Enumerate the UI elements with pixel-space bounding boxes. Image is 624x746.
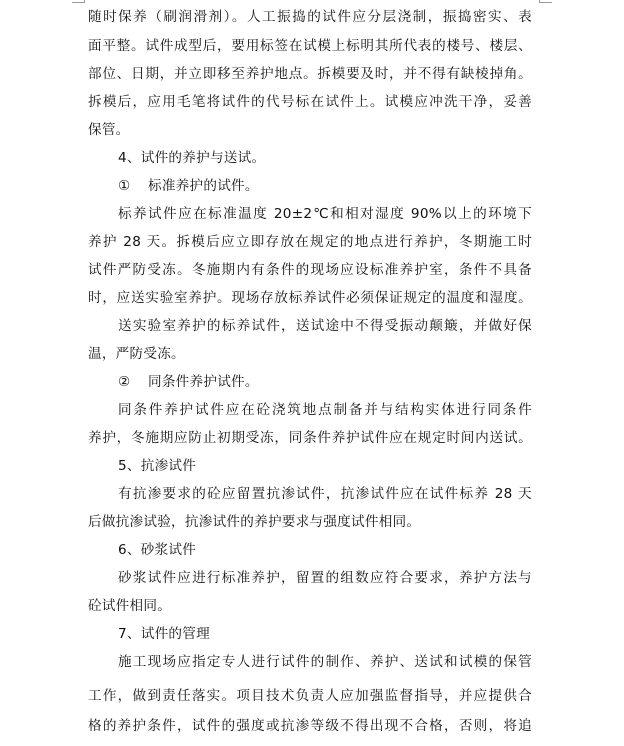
paragraph-line: 送实验室养护的标养试件，送试途中不得受振动颠簸，并做好保 xyxy=(118,318,532,334)
subsection-heading xyxy=(118,177,259,195)
paragraph-line: 格的养护条件，试件的强度或抗渗等级不得出现不合格，否则，将追 xyxy=(88,718,532,734)
paragraph-line: 工作，做到责任落实。项目技术负责人应加强监督指导，并应提供合 xyxy=(88,688,532,704)
paragraph-line: 砂浆试件应进行标准养护，留置的组数应符合要求，养护方法与 xyxy=(118,570,532,586)
paragraph-line: 养护 28 天。拆模后应立即存放在规定的地点进行养护，冬期施工时 xyxy=(88,234,532,250)
paragraph-line: 试件严防受冻。冬施期内有条件的现场应设标准养护室，条件不具备 xyxy=(88,262,532,278)
circled-number-2: ② xyxy=(118,374,131,390)
paragraph-line: 标养试件应在标准温度 20±2℃和相对湿度 90%以上的环境下 xyxy=(118,206,532,222)
section-heading: 7、试件的管理 xyxy=(118,626,210,642)
section-heading: 4、试件的养护与送试。 xyxy=(118,150,266,166)
paragraph-line: 保管。 xyxy=(88,122,130,138)
paragraph-line: 同条件养护试件应在砼浇筑地点制备并与结构实体进行同条件 xyxy=(118,402,532,418)
paragraph-line: 拆模后，应用毛笔将试件的代号标在试件上。试模应冲洗干净，妥善 xyxy=(88,94,532,110)
paragraph-line: 随时保养（刷润滑剂）。人工振捣的试件应分层浇制，振捣密实、表 xyxy=(88,9,532,25)
paragraph-line: 养护，冬施期应防止初期受冻，同条件养护试件应在规定时间内送试。 xyxy=(88,430,532,446)
paragraph-line: 温，严防受冻。 xyxy=(88,346,185,362)
subsection-heading-text: 同条件养护试件。 xyxy=(148,374,259,390)
section-heading: 5、抗渗试件 xyxy=(118,458,197,474)
paragraph-line: 施工现场应指定专人进行试件的制作、养护、送试和试模的保管 xyxy=(118,654,532,670)
subsection-heading xyxy=(118,373,259,391)
paragraph-line: 部位、日期，并立即移至养护地点。拆模要及时，并不得有缺棱掉角。 xyxy=(88,66,532,82)
circled-number-1: ① xyxy=(118,178,131,194)
paragraph-line: 时，应送实验室养护。现场存放标养试件必须保证规定的温度和湿度。 xyxy=(88,290,532,306)
paragraph-line: 面平整。试件成型后，要用标签在试模上标明其所代表的楼号、楼层、 xyxy=(88,38,532,54)
page-corner-mark-right xyxy=(539,0,552,3)
page-corner-mark-left xyxy=(72,0,85,3)
paragraph-line: 有抗渗要求的砼应留置抗渗试件，抗渗试件应在试件标养 28 天 xyxy=(118,486,532,502)
paragraph-line: 砼试件相同。 xyxy=(88,598,172,614)
paragraph-line: 后做抗渗试验，抗渗试件的养护要求与强度试件相同。 xyxy=(88,514,421,530)
subsection-heading-text: 标准养护的试件。 xyxy=(148,178,259,194)
section-heading: 6、砂浆试件 xyxy=(118,542,197,558)
